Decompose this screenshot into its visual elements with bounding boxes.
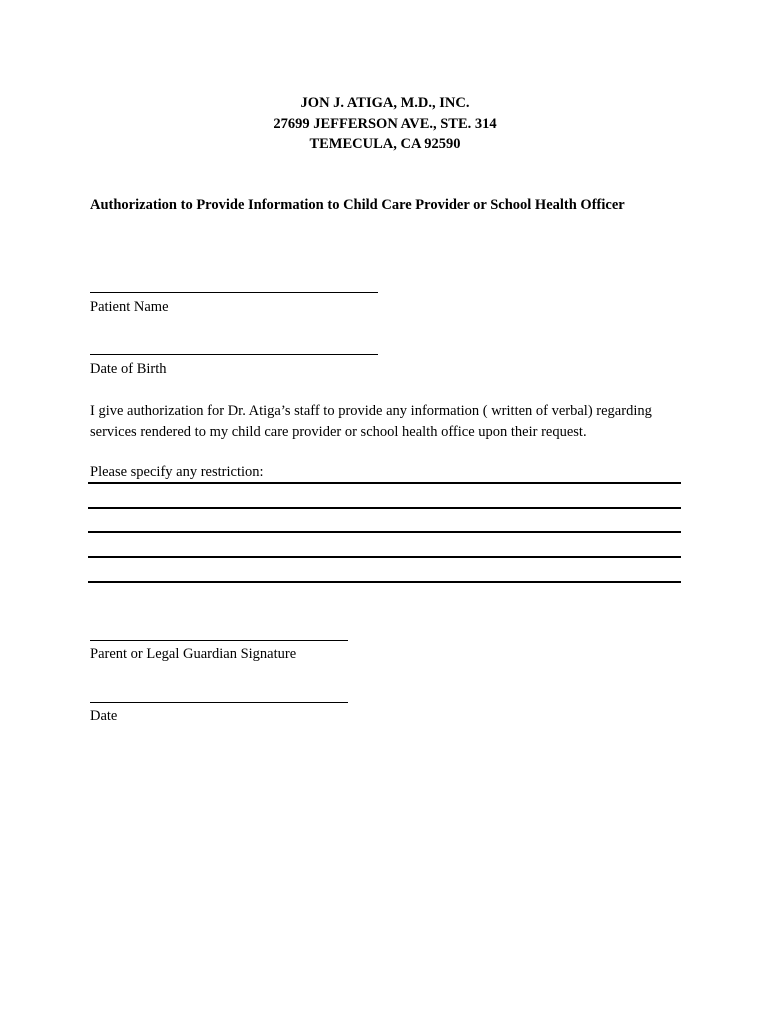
date-of-birth-label: Date of Birth <box>90 361 167 377</box>
practice-name: JON J. ATIGA, M.D., INC. <box>300 95 470 111</box>
patient-name-line[interactable] <box>90 292 378 293</box>
form-title: Authorization to Provide Information to Child Care Provider or School Health Officer <box>90 197 625 213</box>
date-of-birth-line[interactable] <box>90 354 378 355</box>
restriction-prompt: Please specify any restriction: <box>90 464 264 480</box>
date-label: Date <box>90 708 118 724</box>
date-line[interactable] <box>90 702 348 703</box>
restriction-line-4[interactable] <box>88 556 681 558</box>
guardian-signature-line[interactable] <box>90 640 348 641</box>
patient-name-label: Patient Name <box>90 299 169 315</box>
restriction-line-5[interactable] <box>88 581 681 583</box>
practice-city: TEMECULA, CA 92590 <box>309 136 461 152</box>
practice-address: 27699 JEFFERSON AVE., STE. 314 <box>273 115 497 132</box>
restriction-line-2[interactable] <box>88 507 681 509</box>
guardian-signature-label: Parent or Legal Guardian Signature <box>90 646 297 662</box>
authorization-statement: I give authorization for Dr. Atiga’s staff to provide any information ( written of verbal) regarding services rendered to my child care provider or school health office upon their request. <box>90 403 652 440</box>
restriction-line-1[interactable] <box>88 482 681 484</box>
letterhead <box>0 93 770 155</box>
restriction-line-3[interactable] <box>88 531 681 533</box>
